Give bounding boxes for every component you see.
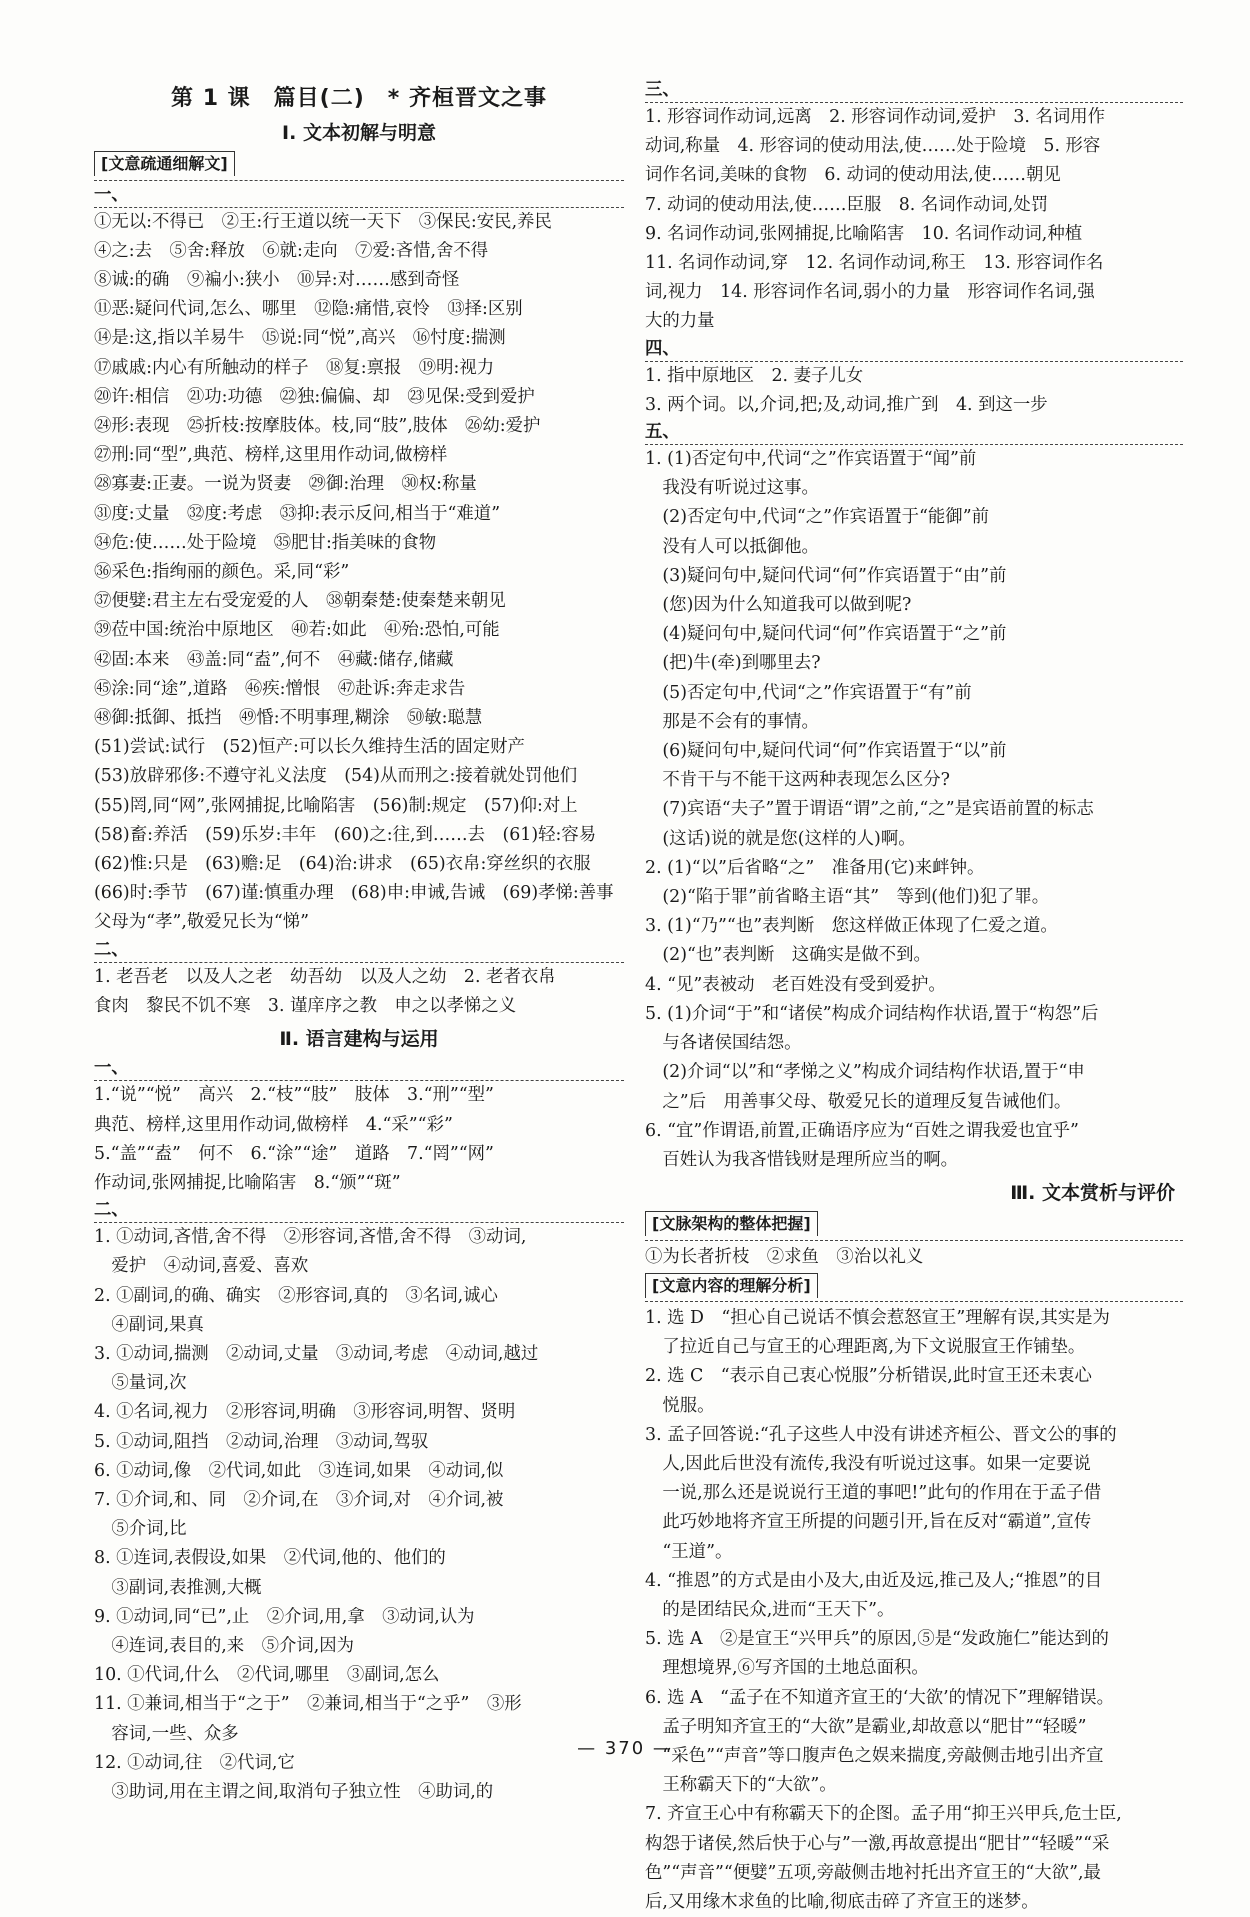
text-line: ⑧诚:的确 ⑨褊小:狭小 ⑩异:对……感到奇怪 [94,270,460,291]
text-line: ㊽御:抵御、抵挡 ㊾惛:不明事理,糊涂 ㊿敏:聪慧 [94,708,483,729]
subsection-wrap [94,150,624,180]
right-column [645,78,1183,1917]
group-label: 三、 [645,78,1183,103]
text-line: “王道”。 [645,1541,733,1562]
group-label: 一、 [94,1056,624,1081]
text-line: ㉗刑:同“型”,典范、榜样,这里用作动词,做榜样 [94,445,448,466]
text-line: ⑭是:这,指以羊易牛 ⑮说:同“悦”,高兴 ⑯忖度:揣测 [94,328,506,349]
text-line: (7)宾语“夫子”置于谓语“谓”之前,“之”是宾语前置的标志 [645,799,1094,820]
text-line: 11. ①兼词,相当于“之于” ②兼词,相当于“之乎” ③形 [94,1694,522,1715]
text-line: 作动词,张网捕捉,比喻陷害 8.“颁”“斑” [94,1172,401,1193]
text-line: 2. 选 C “表示自己衷心悦服”分析错误,此时宣王还未衷心 [645,1366,1092,1387]
tongjiazi-list [94,1081,624,1198]
text-line: 1. 指中原地区 2. 妻子儿女 [645,365,864,386]
text-line: ⑤介词,比 [94,1519,187,1540]
text-line: 容词,一些、众多 [94,1723,239,1744]
text-line: ③助词,用在主谓之间,取消句子独立性 ④助词,的 [94,1781,494,1802]
text-line: (5)否定句中,代词“之”作宾语置于“有”前 [645,682,972,703]
text-line: (66)时:季节 (67)谨:慎重办理 (68)申:申诫,告诫 (69)孝悌:善事 [94,883,614,904]
text-line: (62)惟:只是 (63)赡:足 (64)治:讲求 (65)衣帛:穿丝织的衣服 [94,854,591,875]
text-line: (把)牛(牵)到哪里去? [645,653,821,674]
text-line: 我没有听说过这事。 [645,478,819,499]
text-line: (2)介词“以”和“孝悌之义”构成介词结构作状语,置于“申 [645,1062,1085,1083]
text-line: “采色”“声音”等口腹声色之娱来揣度,旁敲侧击地引出齐宣 [645,1745,1104,1766]
text-line: 一说,那么还是说说行王道的事吧!”此句的作用在于孟子借 [645,1483,1102,1504]
text-line: 6. 选 A “孟子在不知道齐宣王的‘大欲’的情况下”理解错误。 [645,1687,1115,1708]
text-line: 之”后 用善事父母、敬爱兄长的道理反复告诫他们。 [645,1091,1072,1112]
recitation-list [94,963,624,1021]
text-line: 王称霸天下的“大欲”。 [645,1775,837,1796]
text-line: 爱护 ④动词,喜爱、喜欢 [94,1256,309,1277]
text-line: 此巧妙地将齐宣王所提的问题引开,旨在反对“霸道”,宣传 [645,1512,1092,1533]
text-line: ㊱采色:指绚丽的颜色。采,同“彩” [94,562,350,583]
text-line: 6. “宜”作谓语,前置,正确语序应为“百姓之谓我爱也宜乎” [645,1120,1079,1141]
text-line: ④连词,表目的,来 ⑤介词,因为 [94,1635,355,1656]
text-line: (3)疑问句中,疑问代词“何”作宾语置于“由”前 [645,565,1007,586]
text-line: 那是不会有的事情。 [645,711,819,732]
text-line: 5.“盖”“盍” 何不 6.“涂”“途” 道路 7.“罔”“网” [94,1143,494,1164]
text-line: 色”“声音”“便嬖”五项,旁敲侧击地衬托出齐宣王的“大欲”,最 [645,1862,1101,1883]
text-line: 3. 孟子回答说:“孔子这些人中没有讲述齐桓公、晋文公的事的 [645,1424,1117,1445]
text-line: 理想境界,⑥写齐国的土地总面积。 [645,1658,929,1679]
structure-answer: ①为长者折枝 ②求鱼 ③治以礼义 [645,1246,924,1267]
text-line: 5. ①动词,阻挡 ②动词,治理 ③动词,驾驭 [94,1431,429,1452]
text-line: ㉞危:使……处于险境 ㉟肥甘:指美味的食物 [94,532,437,553]
text-line: 12. ①动词,往 ②代词,它 [94,1752,295,1773]
text-line: 了拉近自己与宣王的心理距离,为下文说服宣王作铺垫。 [645,1337,1086,1358]
text-line: 11. 名词作动词,穿 12. 名词作动词,称王 13. 形容词作名 [645,253,1104,274]
text-line: 不肯干与不能干这两种表现怎么区分? [645,770,950,791]
word-class-list [645,103,1183,337]
subsection-label: [文脉架构的整体把握] [645,1211,818,1236]
lesson-title: 第 1 课 篇目(二) * 齐桓晋文之事 [171,86,547,111]
text-line: (2)否定句中,代词“之”作宾语置于“能御”前 [645,507,989,528]
text-line: ㉔形:表现 ㉕折枝:按摩肢体。枝,同“肢”,肢体 ㉖幼:爱护 [94,416,541,437]
text-line: 4. “见”表被动 老百姓没有受到爱护。 [645,974,946,995]
text-line: 2. ①副词,的确、确实 ②形容词,真的 ③名词,诚心 [94,1285,498,1306]
text-line: ⑰戚戚:内心有所触动的样子 ⑱复:禀报 ⑲明:视力 [94,357,495,378]
text-line: ①无以:不得已 ②王:行王道以统一天下 ③保民:安民,养民 [94,211,552,232]
group-label: 五、 [645,420,1183,445]
text-line: 3. ①动词,揣测 ②动词,丈量 ③动词,考虑 ④动词,越过 [94,1343,539,1364]
polysemy-list [94,1223,624,1807]
text-line: (您)因为什么知道我可以做到呢? [645,595,912,616]
group-label: 四、 [645,337,1183,362]
subsection-label: [文意内容的理解分析] [645,1273,818,1298]
text-line: 8. ①连词,表假设,如果 ②代词,他的、他们的 [94,1548,446,1569]
text-line: 构怨于诸侯,然后快于心与”一激,再故意提出“肥甘”“轻暖”“采 [645,1833,1110,1854]
text-line: (这话)说的就是您(这样的人)啊。 [645,828,916,849]
text-line: ③副词,表推测,大概 [94,1577,262,1598]
text-line: 词,视力 14. 形容词作名词,弱小的力量 形容词作名词,强 [645,282,1095,303]
text-line: 没有人可以抵御他。 [645,536,819,557]
text-line: 大的力量 [645,311,715,332]
text-line: 4. ①名词,视力 ②形容词,明确 ③形容词,明智、贤明 [94,1402,516,1423]
group-label: 二、 [94,938,624,963]
text-line: (55)罔,同“网”,张网捕捉,比喻陷害 (56)制:规定 (57)仰:对上 [94,795,578,816]
text-line: ㊲便嬖:君主左右受宠爱的人 ㊳朝秦楚:使秦楚来朝见 [94,591,506,612]
text-line: 3. (1)“乃”“也”表判断 您这样做正体现了仁爱之道。 [645,916,1058,937]
text-line: 词作名词,美味的食物 6. 动词的使动用法,使……朝见 [645,165,1061,186]
text-line: (58)畜:养活 (59)乐岁:丰年 (60)之:往,到……去 (61)轻:容易 [94,824,597,845]
text-line: 4. “推恩”的方式是由小及大,由近及远,推己及人;“推恩”的目 [645,1570,1103,1591]
subsection-wrap [645,1210,1183,1240]
text-line: 食肉 黎民不饥不寒 3. 谨庠序之教 申之以孝悌之义 [94,995,517,1016]
text-line: ㊷固:本来 ㊸盖:同“盍”,何不 ㊹藏:储存,储藏 [94,649,454,670]
ancient-modern-list [645,362,1183,420]
text-line: 1. (1)否定句中,代词“之”作宾语置于“闻”前 [645,449,977,470]
subsection-wrap [645,1272,1183,1302]
text-line: ⑳许:相信 ㉑功:功德 ㉒独:偏偏、却 ㉓见保:受到爱护 [94,386,535,407]
text-line: 3. 两个词。以,介词,把;及,动词,推广到 4. 到这一步 [645,394,1048,415]
text-line: 典范、榜样,这里用作动词,做榜样 4.“采”“彩” [94,1114,453,1135]
text-line: ㉛度:丈量 ㉜度:考虑 ㉝抑:表示反问,相当于“难道” [94,503,501,524]
text-line: 孟子明知齐宣王的“大欲”是霸业,却故意以“肥甘”“轻暖” [645,1716,1087,1737]
text-line: ④之:去 ⑤舍:释放 ⑥就:走向 ⑦爱:吝惜,舍不得 [94,240,489,261]
text-line: 9. ①动词,同“已”,止 ②介词,用,拿 ③动词,认为 [94,1606,475,1627]
text-line: (6)疑问句中,疑问代词“何”作宾语置于“以”前 [645,741,1007,762]
text-line: 1. 形容词作动词,远离 2. 形容词作动词,爱护 3. 名词用作 [645,107,1106,127]
text-line: 的是团结民众,进而“王天下”。 [645,1599,895,1620]
page-number: — 370 — [577,1738,673,1759]
text-line: 5. (1)介词“于”和“诸侯”构成介词结构作状语,置于“构怨”后 [645,1003,1099,1024]
text-line: 9. 名词作动词,张网捕捉,比喻陷害 10. 名词作动词,种植 [645,223,1083,244]
text-line: 2. (1)“以”后省略“之” 准备用(它)来衅钟。 [645,857,985,878]
text-line: (51)尝试:试行 (52)恒产:可以长久维持生活的固定财产 [94,737,525,758]
text-line: 6. ①动词,像 ②代词,如此 ③连词,如果 ④动词,似 [94,1460,504,1481]
text-line: 1. 老吾老 以及人之老 幼吾幼 以及人之幼 2. 老者衣帛 [94,966,556,987]
text-line: (2)“陷于罪”前省略主语“其” 等到(他们)犯了罪。 [645,887,1050,908]
text-line: ㊺涂:同“途”,道路 ㊻疾:憎恨 ㊼赴诉:奔走求告 [94,678,466,699]
text-line: 人,因此后世没有流传,我没有听说过这事。如果一定要说 [645,1453,1091,1474]
group-label: 一、 [94,183,624,208]
text-line: ④副词,果真 [94,1314,204,1335]
text-line: 7. ①介词,和、同 ②介词,在 ③介词,对 ④介词,被 [94,1489,504,1510]
text-line: 后,又用缘木求鱼的比喻,彻底击碎了齐宣王的迷梦。 [645,1891,1039,1912]
text-line: 悦服。 [645,1395,715,1416]
text-line: 7. 动词的使动用法,使……臣服 8. 名词作动词,处罚 [645,194,1049,215]
text-line: ㊴莅中国:统治中原地区 ㊵若:如此 ㊶殆:恐怕,可能 [94,620,500,641]
sentence-pattern-list [645,445,1183,1175]
section-1-heading: Ⅰ. 文本初解与明意 [282,122,436,145]
text-line: 1. ①动词,吝惜,舍不得 ②形容词,吝惜,舍不得 ③动词, [94,1227,527,1248]
text-line: 百姓认为我吝惜钱财是理所应当的啊。 [645,1149,959,1170]
text-line: 7. 齐宣王心中有称霸天下的企图。孟子用“抑王兴甲兵,危士臣, [645,1804,1122,1825]
text-line: ㉘寡妻:正妻。一说为贤妻 ㉙御:治理 ㉚权:称量 [94,474,477,495]
vocab-list [94,208,624,938]
section-3-heading: Ⅲ. 文本赏析与评价 [1010,1182,1175,1205]
text-line: (53)放辟邪侈:不遵守礼义法度 (54)从而刑之:接着就处罚他们 [94,766,578,787]
text-line: ⑤量词,次 [94,1373,187,1394]
text-line: 1. 选 D “担心自己说话不慎会惹怒宣王”理解有误,其实是为 [645,1307,1110,1328]
text-line: 1.“说”“悦” 高兴 2.“枝”“肢” 肢体 3.“刑”“型” [94,1085,494,1106]
analysis-list [645,1304,1183,1917]
group-label: 二、 [94,1198,624,1223]
section-2-heading: Ⅱ. 语言建构与运用 [279,1028,439,1051]
subsection-label: [文意疏通细解文] [94,151,235,176]
text-line: ⑪恶:疑问代词,怎么、哪里 ⑫隐:痛惜,哀怜 ⑬择:区别 [94,299,523,320]
text-line: 5. 选 A ②是宣王“兴甲兵”的原因,⑤是“发政施仁”能达到的 [645,1629,1109,1650]
text-line: (2)“也”表判断 这确实是做不到。 [645,945,931,966]
left-column [94,78,624,1807]
text-line: (4)疑问句中,疑问代词“何”作宾语置于“之”前 [645,624,1007,645]
text-line: 与各诸侯国结怨。 [645,1033,802,1054]
text-line: 动词,称量 4. 形容词的使动用法,使……处于险境 5. 形容 [645,136,1101,157]
text-line: 10. ①代词,什么 ②代词,哪里 ③副词,怎么 [94,1665,440,1686]
text-line: 父母为“孝”,敬爱兄长为“悌” [94,912,309,933]
